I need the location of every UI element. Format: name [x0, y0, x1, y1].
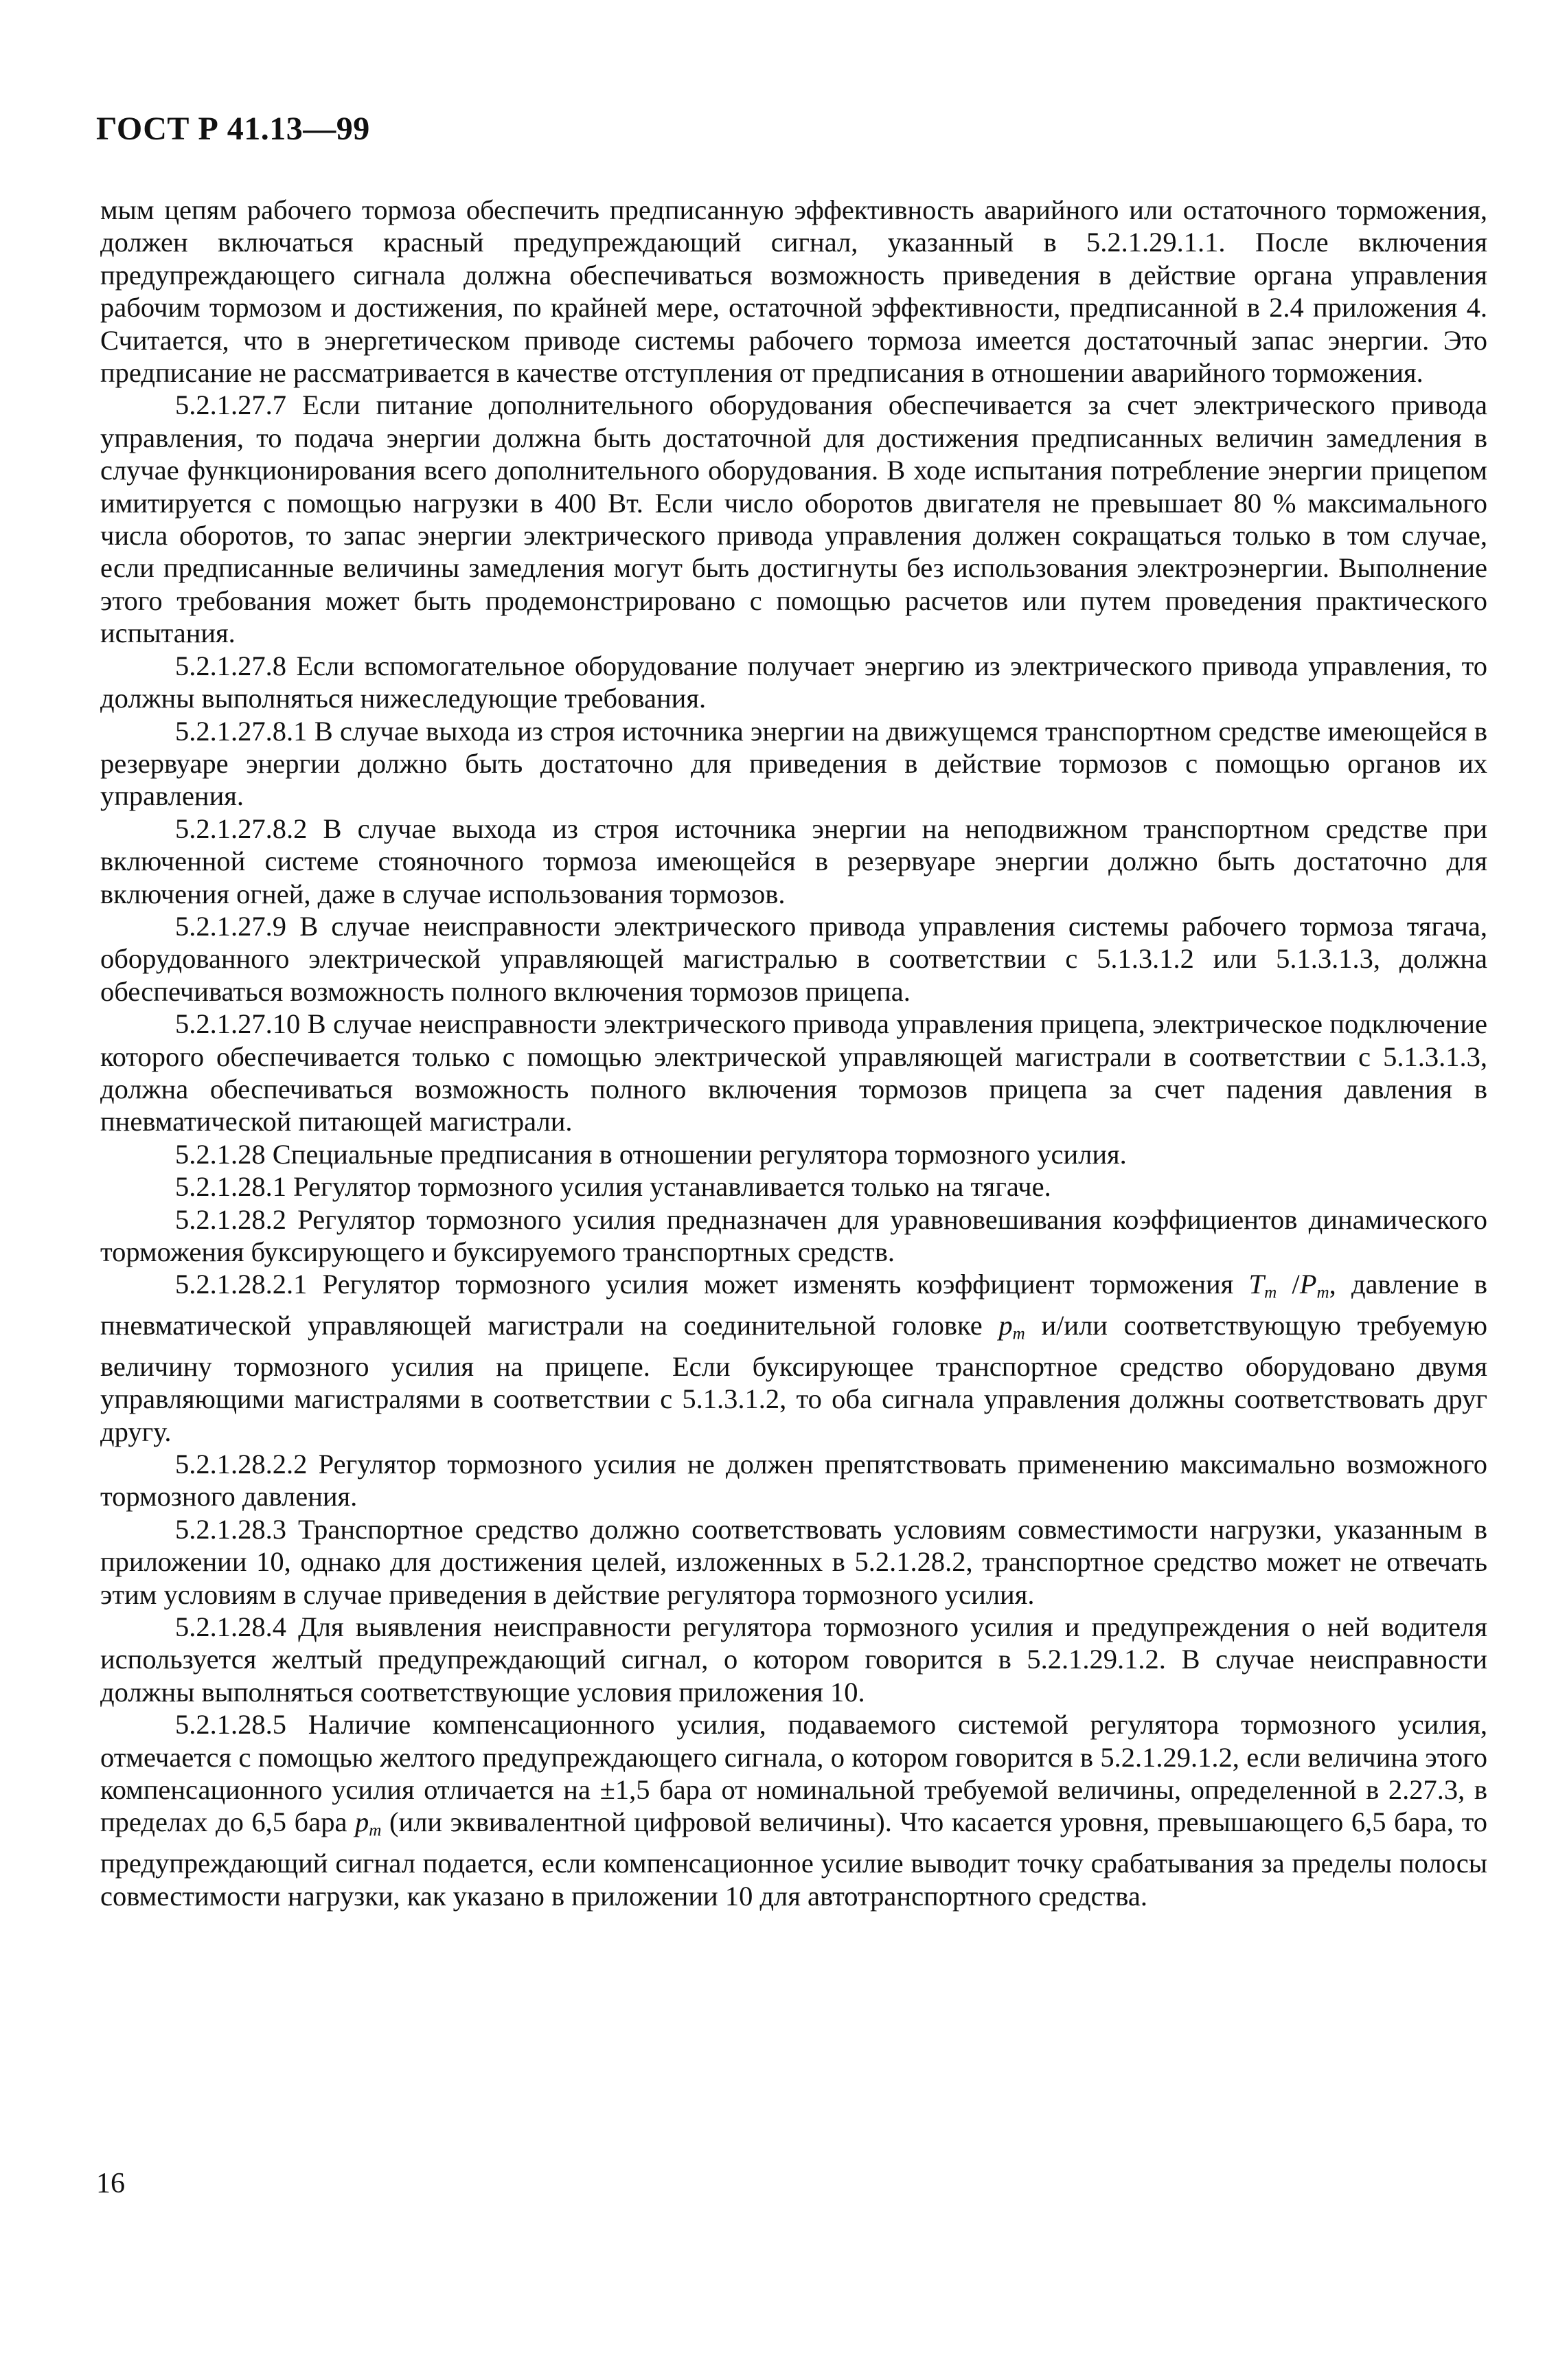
- document-header: ГОСТ Р 41.13—99: [96, 111, 370, 147]
- paragraph-5-2-1-28-1: 5.2.1.28.1 Регулятор тормозного усилия устанавливается только на тягаче.: [175, 1171, 1051, 1203]
- formula-symbol: p: [355, 1806, 369, 1838]
- paragraph-5-2-1-27-10: 5.2.1.27.10 В случае неисправности электрического привода управления прицепа, электрическое подключение которого обеспечивается только с помощью электрической управляющей магистрали в соответствии с 5.1.3.1.3, должна обеспечиваться возможность полного включения тормозов прицепа за счет падения давления в пневматической питающей магистрали.: [100, 1008, 1487, 1137]
- paragraph-5-2-1-28: 5.2.1.28 Специальные предписания в отношении регулятора тормозного усилия.: [175, 1138, 1127, 1170]
- formula-subscript: m: [369, 1821, 382, 1840]
- formula-subscript: m: [1012, 1324, 1025, 1344]
- text-run: и/или соответствующую требуемую величину тормозного усилия на прицепе. Если буксирующее транспортное средство оборудовано двумя управляющими магистралями в соответствии с 5.1.3.1.2, то оба сигнала управления должны соответствовать друг другу.: [100, 1310, 1487, 1447]
- text-run: 5.2.1.28.2.1 Регулятор тормозного усилия может изменять коэффициент торможения: [175, 1269, 1249, 1300]
- paragraph-5-2-1-27-7: 5.2.1.27.7 Если питание дополнительного оборудования обеспечивается за счет электрического привода управления, то подача энергии должна быть достаточной для достижения предписанных величин замедления в случае функционирования всего дополнительного оборудования. В ходе испытания потребление энергии прицепом имитируется с помощью нагрузки в 400 Вт. Если число оборотов двигателя не превышает 80 % максимального числа оборотов, то запас энергии электрического привода управления должен сокращаться только в том случае, если предписанные величины замедления могут быть достигнуты без использования электроэнергии. Выполнение этого требования может быть продемонстрировано с помощью расчетов или путем проведения практического испытания.: [100, 389, 1487, 649]
- text-run: , давление в пневматической управляющей магистрали на соединительной головке: [100, 1269, 1487, 1341]
- formula-symbol: p: [998, 1310, 1013, 1341]
- formula-symbol: P: [1299, 1269, 1317, 1300]
- formula-symbol: T: [1248, 1269, 1265, 1300]
- paragraph-5-2-1-28-4: 5.2.1.28.4 Для выявления неисправности регулятора тормозного усилия и предупреждения о ней водителя используется желтый предупреждающий сигнал, о котором говорится в 5.2.1.29.1.2. В случае неисправности должны выполняться соответствующие условия приложения 10.: [100, 1611, 1487, 1708]
- paragraph-5-2-1-27-9: 5.2.1.27.9 В случае неисправности электрического привода управления системы рабочего тормоза тягача, оборудованного электрической управляющей магистралью в соответствии с 5.1.3.1.2 или 5.1.3.1.3, должна обеспечиваться возможность полного включения тормозов прицепа.: [100, 910, 1487, 1007]
- paragraph-continuation: мым цепям рабочего тормоза обеспечить предписанную эффективность аварийного или остаточного торможения, должен включаться красный предупреждающий сигнал, указанный в 5.2.1.29.1.1. После включения предупреждающего сигнала должна обеспечиваться возможность приведения в действие органа управления рабочим тормозом и достижения, по крайней мере, остаточной эффективности, предписанной в 2.4 приложения 4. Считается, что в энергетическом приводе системы рабочего тормоза имеется достаточный запас энергии. Это предписание не рассматривается в качестве отступления от предписания в отношении аварийного торможения.: [100, 194, 1487, 389]
- paragraph-5-2-1-28-3: 5.2.1.28.3 Транспортное средство должно соответствовать условиям совместимости нагрузки, указанным в приложении 10, однако для достижения целей, изложенных в 5.2.1.28.2, транспортное средство может не отвечать этим условиям в случае приведения в действие регулятора тормозного усилия.: [100, 1513, 1487, 1610]
- paragraph-5-2-1-27-8-2: 5.2.1.27.8.2 В случае выхода из строя источника энергии на неподвижном транспортном средстве при включенной системе стояночного тормоза имеющейся в резервуаре энергии должно быть достаточно для включения огней, даже в случае использования тормозов.: [100, 813, 1487, 909]
- document-body: [100, 194, 1487, 1912]
- paragraph-5-2-1-28-2-1: [100, 1268, 1487, 1448]
- text-run: 5.2.1.28.5 Наличие компенсационного усилия, подаваемого системой регулятора тормозного усилия, отмечается с помощью желтого предупреждающего сигнала, о котором говорится в 5.2.1.29.1.2, если величина этого компенсационного усилия отличается на ±1,5 бара от номинальной требуемой величины, определенной в 2.27.3, в пределах до 6,5 бара: [100, 1709, 1487, 1838]
- paragraph-5-2-1-28-2: 5.2.1.28.2 Регулятор тормозного усилия предназначен для уравновешивания коэффициентов динамического торможения буксирующего и буксируемого транспортных средств.: [100, 1203, 1487, 1267]
- paragraph-5-2-1-28-5: [100, 1708, 1487, 1912]
- formula-subscript: m: [1316, 1283, 1329, 1302]
- formula-symbol: /: [1277, 1269, 1300, 1300]
- text-run: (или эквивалентной цифровой величины). Что касается уровня, превышающего 6,5 бара, то предупреждающий сигнал подается, если компенсационное усилие выводит точку срабатывания за пределы полосы совместимости нагрузки, как указано в приложении 10 для автотранспортного средства.: [100, 1806, 1487, 1912]
- paragraph-5-2-1-28-2-2: 5.2.1.28.2.2 Регулятор тормозного усилия не должен препятствовать применению максимально возможного тормозного давления.: [100, 1448, 1487, 1512]
- paragraph-5-2-1-27-8: 5.2.1.27.8 Если вспомогательное оборудование получает энергию из электрического привода управления, то должны выполняться нижеследующие требования.: [100, 650, 1487, 714]
- page-number: 16: [96, 2168, 125, 2199]
- paragraph-5-2-1-27-8-1: 5.2.1.27.8.1 В случае выхода из строя источника энергии на движущемся транспортном средстве имеющейся в резервуаре энергии должно быть достаточно для приведения в действие тормозов с помощью органов их управления.: [100, 715, 1487, 812]
- formula-subscript: m: [1264, 1283, 1277, 1302]
